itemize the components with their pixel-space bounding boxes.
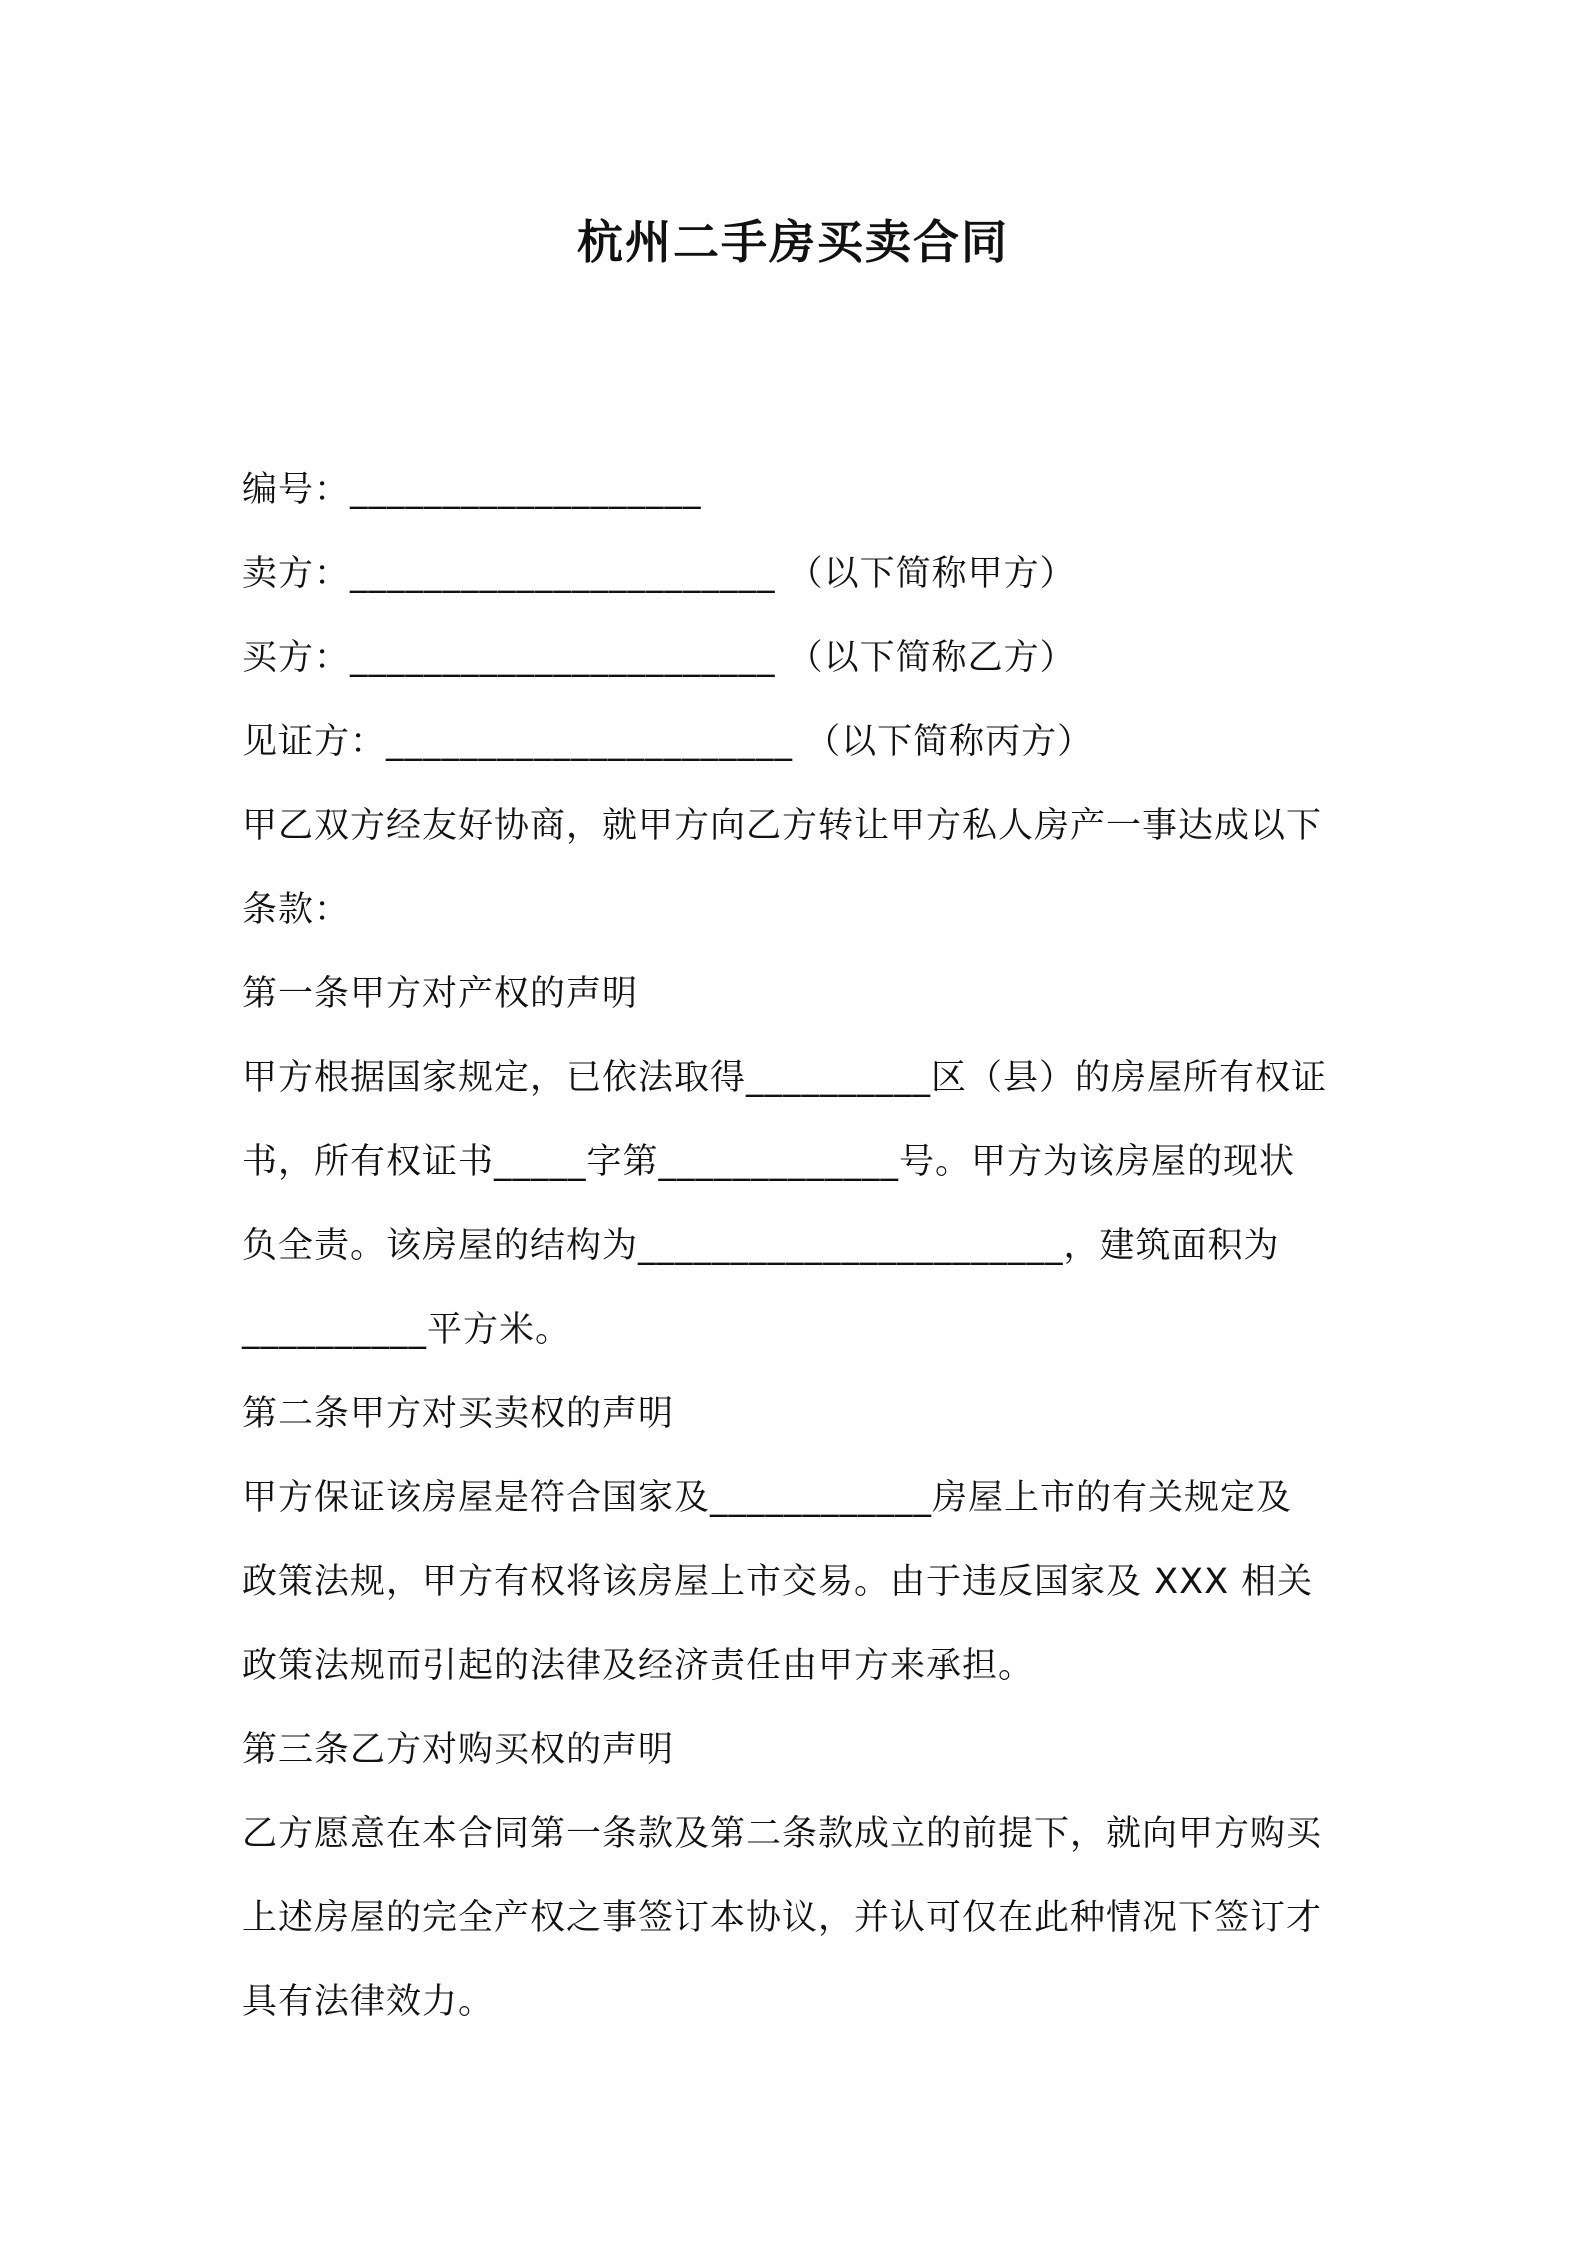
document-body <box>242 448 1362 2044</box>
article-3-paragraph-line: 上述房屋的完全产权之事签订本协议，并认可仅在此种情况下签订才 <box>242 1898 1323 1938</box>
article-1-paragraph-line: __________平方米。 <box>242 1310 572 1350</box>
article-3-heading: 第三条乙方对购买权的声明 <box>242 1730 675 1770</box>
article-2-paragraph-line: 政策法规，甲方有权将该房屋上市交易。由于违反国家及 XXX 相关 <box>242 1562 1314 1602</box>
witness-line: 见证方：______________________ （以下简称丙方） <box>242 722 1094 762</box>
article-1-paragraph-line: 负全责。该房屋的结构为_______________________，建筑面积为 <box>242 1226 1280 1266</box>
document-title: 杭州二手房买卖合同 <box>577 215 1009 269</box>
intro-paragraph-line: 甲乙双方经友好协商，就甲方向乙方转让甲方私人房产一事达成以下 <box>242 806 1323 846</box>
buyer-line: 买方：_______________________ （以下简称乙方） <box>242 638 1076 678</box>
article-3-paragraph-line: 具有法律效力。 <box>242 1982 495 2022</box>
intro-paragraph-line: 条款： <box>242 890 351 930</box>
article-1-paragraph-line: 书，所有权证书_____字第_____________号。甲方为该房屋的现状 <box>242 1142 1296 1182</box>
article-2-heading: 第二条甲方对买卖权的声明 <box>242 1394 675 1434</box>
article-1-heading: 第一条甲方对产权的声明 <box>242 974 639 1014</box>
contract-number-line: 编号：___________________ <box>242 470 702 510</box>
article-2-paragraph-line: 甲方保证该房屋是符合国家及____________房屋上市的有关规定及 <box>242 1478 1293 1518</box>
article-2-paragraph-line: 政策法规而引起的法律及经济责任由甲方来承担。 <box>242 1646 1035 1686</box>
seller-line: 卖方：_______________________ （以下简称甲方） <box>242 554 1076 594</box>
article-3-paragraph-line: 乙方愿意在本合同第一条款及第二条款成立的前提下，就向甲方购买 <box>242 1814 1323 1854</box>
article-1-paragraph-line: 甲方根据国家规定，已依法取得__________区（县）的房屋所有权证 <box>242 1058 1328 1098</box>
